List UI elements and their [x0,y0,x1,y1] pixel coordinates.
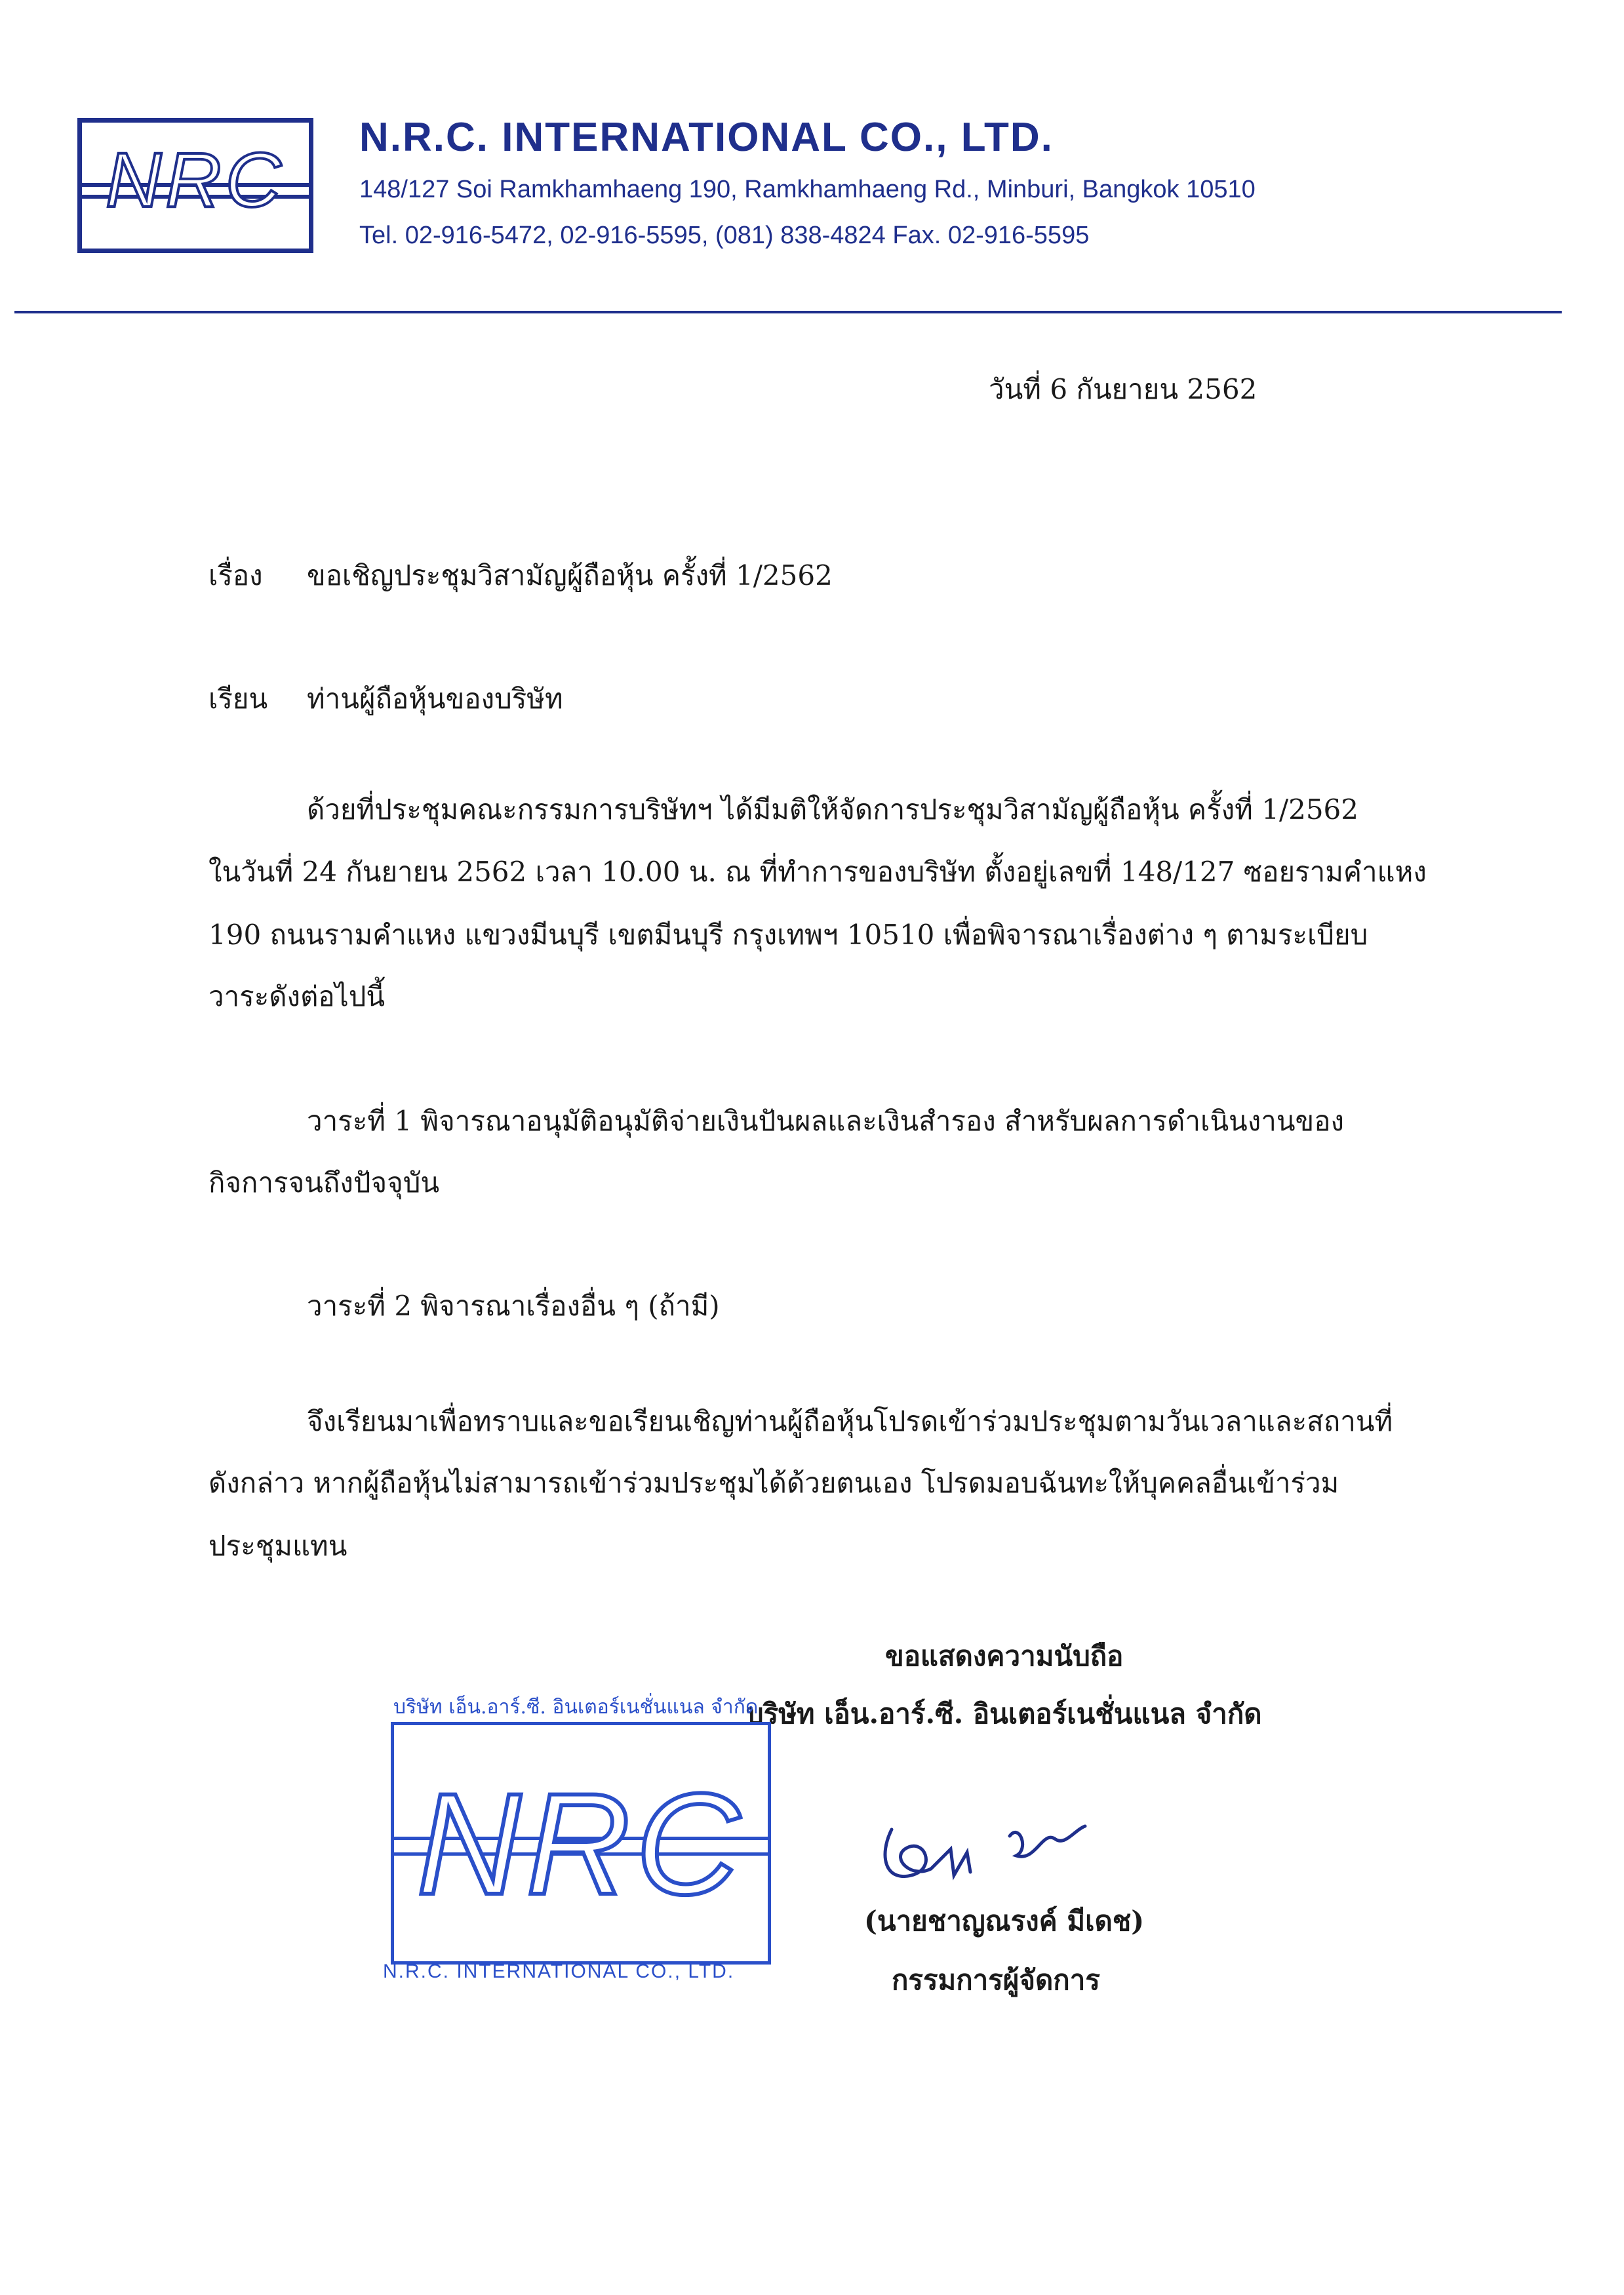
signature-icon [865,1790,1101,1902]
agenda1-line2: กิจการจนถึงปัจจุบัน [208,1167,440,1199]
letter-date: วันที่ 6 กันยายน 2562 [989,373,1258,405]
to-text: ท่านผู้ถือหุ้นของบริษัท [307,683,563,715]
para2-line1: จึงเรียนมาเพื่อทราบและขอเรียนเชิญท่านผู้ถือหุ้นโปรดเข้าร่วมประชุมตามวันเวลาและสถานที่ [307,1405,1393,1437]
company-name: N.R.C. INTERNATIONAL CO., LTD. [359,115,1054,160]
stamp-footer: N.R.C. INTERNATIONAL CO., LTD. [383,1961,735,1982]
company-address: 148/127 Soi Ramkhamhaeng 190, Ramkhamhaeng Rd., Minburi, Bangkok 10510 [359,176,1256,203]
para1-line3: 190 ถนนรามคำแหง แขวงมีนบุรี เขตมีนบุรี กรุงเทพฯ 10510 เพื่อพิจารณาเรื่องต่าง ๆ ตามระเบียบ [208,919,1368,951]
agenda2: วาระที่ 2 พิจารณาเรื่องอื่น ๆ (ถ้ามี) [307,1290,720,1322]
subject-label: เรื่อง [208,559,263,591]
logo-text: NRC [106,137,285,224]
closing-regards: ขอแสดงความนับถือ [885,1640,1124,1672]
stamp-logo-text: NRC [416,1763,745,1925]
para1-line2: ในวันที่ 24 กันยายน 2562 เวลา 10.00 น. ณ ที่ทำการของบริษัท ตั้งอยู่เลขที่ 148/127 ซอยรามคำแหง [208,856,1427,888]
letterhead-divider [14,311,1562,313]
para2-line2: ดังกล่าว หากผู้ถือหุ้นไม่สามารถเข้าร่วมประชุมได้ด้วยตนเอง โปรดมอบฉันทะให้บุคคลอื่นเข้าร่วม [208,1467,1339,1499]
para1-line4: วาระดังต่อไปนี้ [208,980,386,1012]
para1-line1: ด้วยที่ประชุมคณะกรรมการบริษัทฯ ได้มีมติให้จัดการประชุมวิสามัญผู้ถือหุ้น ครั้งที่ 1/2562 [307,793,1358,826]
stamp-header: บริษัท เอ็น.อาร์.ซี. อินเตอร์เนชั่นแนล จำกัด [393,1696,759,1719]
subject-text: ขอเชิญประชุมวิสามัญผู้ถือหุ้น ครั้งที่ 1/2562 [307,559,833,591]
closing-company: บริษัท เอ็น.อาร์.ซี. อินเตอร์เนชั่นแนล จำกัด [746,1698,1262,1730]
company-contact: Tel. 02-916-5472, 02-916-5595, (081) 838-4824 Fax. 02-916-5595 [359,222,1090,249]
signer-position: กรรมการผู้จัดการ [892,1964,1100,1996]
company-logo [77,118,313,253]
company-stamp [391,1722,771,1965]
agenda1-line1: วาระที่ 1 พิจารณาอนุมัติอนุมัติจ่ายเงินปันผลและเงินสำรอง สำหรับผลการดำเนินงานของ [307,1105,1344,1137]
to-label: เรียน [208,683,268,715]
signer-name: (นายชาญณรงค์ มีเดช) [864,1905,1145,1937]
para2-line3: ประชุมแทน [208,1530,347,1562]
